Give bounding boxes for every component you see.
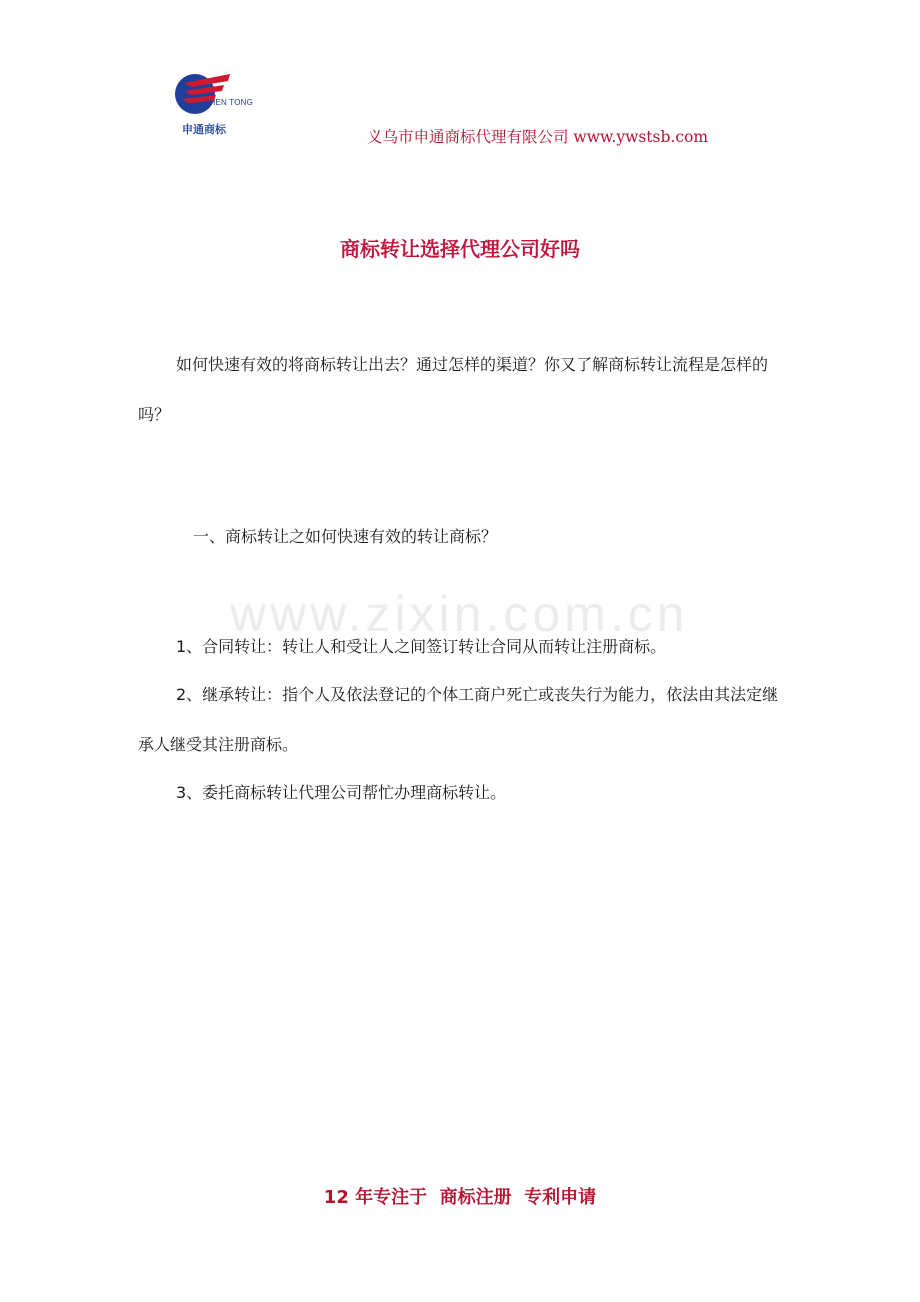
watermark: www.zixin.com.cn bbox=[230, 586, 689, 642]
company-name: 义乌市申通商标代理有限公司 www.ywstsb.com bbox=[367, 128, 709, 146]
logo-english-text: SHEN TONG bbox=[204, 98, 254, 107]
intro-paragraph: 如何快速有效的将商标转让出去？通过怎样的渠道？你又了解商标转让流程是怎样的吗？ bbox=[138, 355, 769, 424]
logo-chinese-text: 申通商标 bbox=[182, 123, 226, 136]
shentong-logo bbox=[170, 70, 260, 140]
section-heading: 一、商标转让之如何快速有效的转让商标？ bbox=[193, 527, 498, 546]
list-item-1: 1、合同转让：转让人和受让人之间签订转让合同从而转让注册商标。 bbox=[176, 637, 667, 656]
list-item-3: 3、委托商标转让代理公司帮忙办理商标转让。 bbox=[176, 783, 507, 802]
footer-slogan: 12 年专注于 商标注册 专利申请 bbox=[323, 1187, 597, 1208]
logo-mark-icon bbox=[170, 70, 260, 120]
list-item-2: 2、继承转让：指个人及依法登记的个体工商户死亡或丧失行为能力，依法由其法定继承人继受其注册商标。 bbox=[138, 685, 779, 754]
document-title: 商标转让选择代理公司好吗 bbox=[340, 237, 580, 261]
